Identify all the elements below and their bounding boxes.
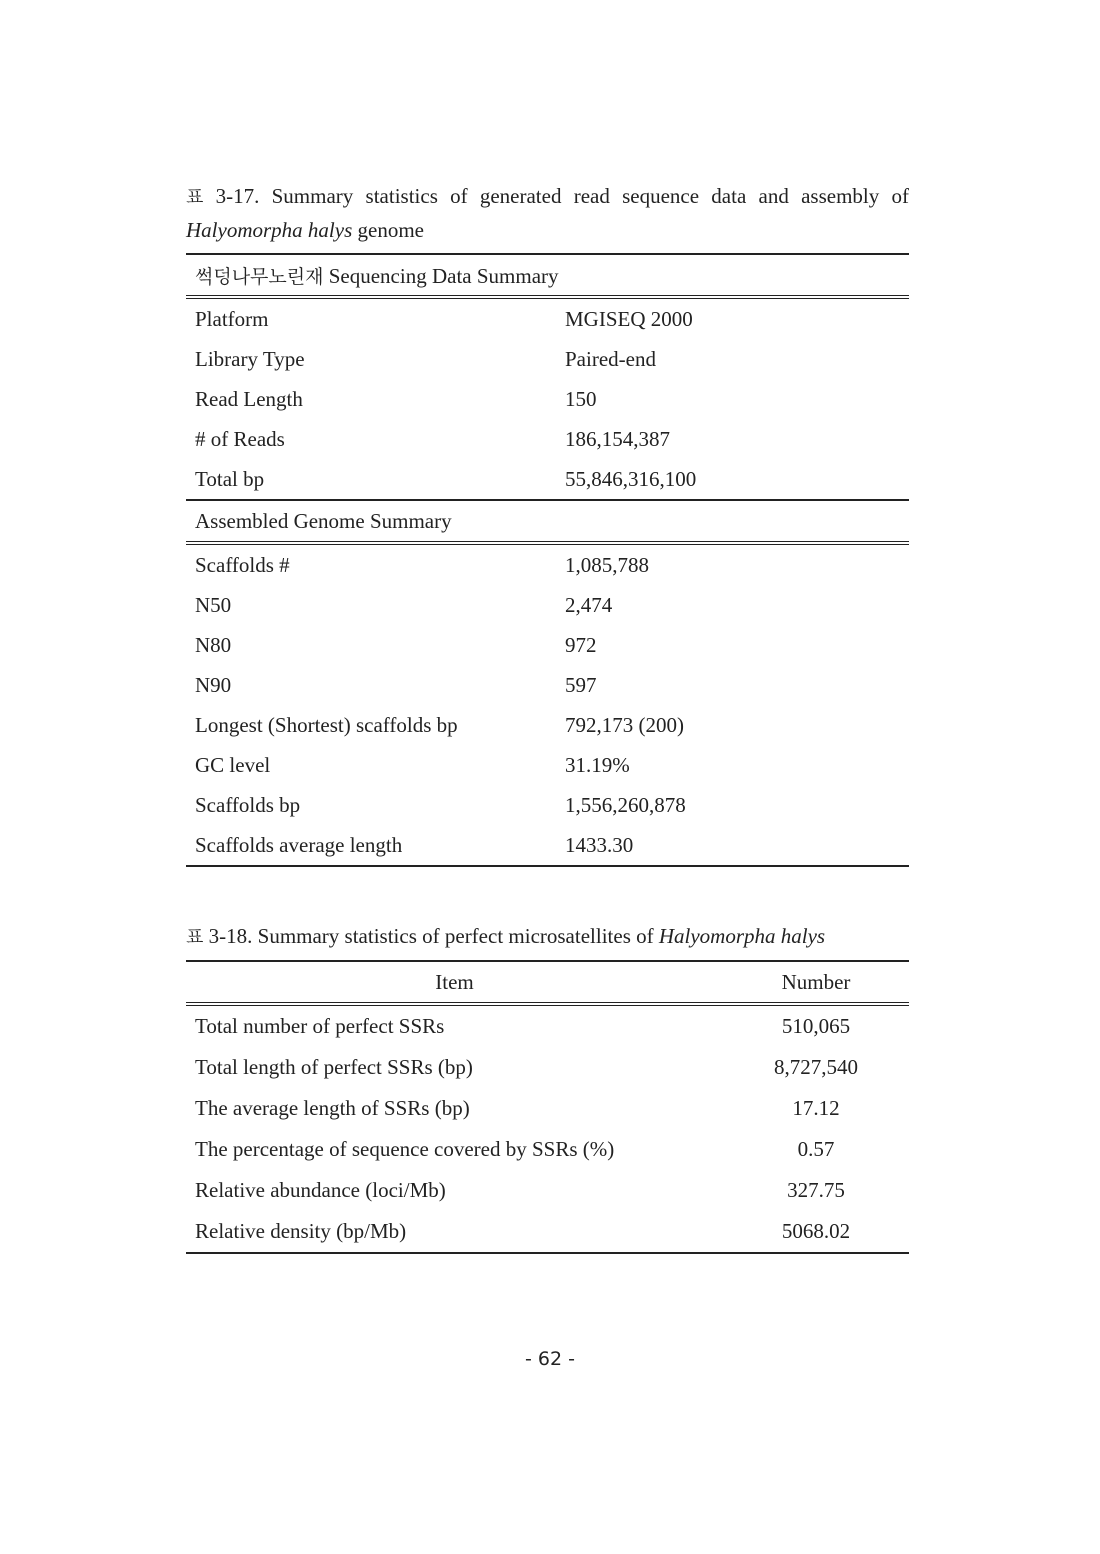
section-header-row	[186, 254, 909, 297]
row-label: # of Reads	[195, 426, 285, 451]
table-row	[186, 1211, 909, 1253]
row-value: 31.19%	[565, 752, 630, 777]
row-item: The average length of SSRs (bp)	[195, 1096, 470, 1120]
row-item: Total number of perfect SSRs	[195, 1014, 445, 1038]
row-number: 510,065	[781, 1014, 851, 1038]
row-item: Relative abundance (loci/Mb)	[195, 1178, 446, 1202]
species-name: Halyomorpha halys	[186, 218, 353, 242]
row-value: 792,173 (200)	[565, 712, 684, 737]
page-number: - 62 -	[525, 1348, 575, 1370]
row-item: Relative density (bp/Mb)	[186, 1211, 723, 1253]
row-label: N50	[195, 592, 232, 617]
caption-prefix: 표	[186, 187, 204, 208]
section-title-assembly: Assembled Genome Summary	[186, 500, 909, 543]
microsatellite-table	[186, 960, 909, 1254]
row-label: Longest (Shortest) scaffolds bp	[195, 712, 458, 737]
row-value: 55,846,316,100	[565, 466, 697, 491]
row-label: Read Length	[195, 386, 303, 411]
table-row	[186, 1129, 909, 1170]
column-header-item: Item	[186, 961, 723, 1004]
row-value: 1,085,788	[565, 552, 649, 577]
table-row	[186, 1088, 909, 1129]
species-name: Halyomorpha halys	[658, 924, 826, 948]
section-header-row	[186, 500, 909, 543]
sequencing-summary-table	[186, 253, 909, 867]
table-row	[186, 379, 909, 419]
table-row	[186, 543, 909, 585]
row-label: Library Type	[195, 346, 305, 371]
row-number: 5068.02	[723, 1211, 909, 1253]
table-row	[186, 625, 909, 665]
table-3-18-caption	[186, 920, 909, 954]
table-3-17-caption	[186, 180, 909, 247]
row-value: 1433.30	[548, 825, 909, 866]
row-label: N90	[195, 672, 232, 697]
row-value: 186,154,387	[565, 426, 670, 451]
section-title-sequencing: 썩덩나무노린재 Sequencing Data Summary	[186, 254, 909, 297]
row-value: MGISEQ 2000	[565, 306, 693, 331]
table-row	[186, 419, 909, 459]
table-row	[186, 339, 909, 379]
row-value: 597	[565, 672, 597, 697]
caption-text-end: genome	[352, 218, 424, 242]
table-row	[186, 745, 909, 785]
table-row	[186, 665, 909, 705]
table-row	[186, 825, 909, 866]
table-row	[186, 1004, 909, 1047]
row-number: 17.12	[792, 1096, 840, 1120]
table-row	[186, 1047, 909, 1088]
row-value: Paired-end	[565, 346, 656, 371]
row-label: GC level	[195, 752, 271, 777]
row-number: 0.57	[797, 1137, 835, 1161]
row-value: 972	[565, 632, 597, 657]
row-label: Scaffolds #	[195, 552, 290, 577]
row-label: Platform	[195, 306, 269, 331]
row-item: The percentage of sequence covered by SSRs (%)	[195, 1137, 615, 1161]
table-header-row	[186, 961, 909, 1004]
row-value: 1,556,260,878	[565, 792, 686, 817]
table-row	[186, 1170, 909, 1211]
row-value: 150	[565, 386, 597, 411]
table-row	[186, 585, 909, 625]
row-label: Scaffolds average length	[186, 825, 548, 866]
caption-text: 3-17. Summary statistics of generated read sequence data and assembly of	[203, 184, 909, 208]
caption-text: 3-18. Summary statistics of perfect microsatellites of	[203, 924, 659, 948]
row-label: Total bp	[195, 466, 265, 491]
row-number: 327.75	[787, 1178, 845, 1202]
table-row	[186, 785, 909, 825]
row-number: 8,727,540	[774, 1055, 858, 1079]
table-row	[186, 297, 909, 339]
column-header-number: Number	[723, 961, 909, 1004]
row-item: Total length of perfect SSRs (bp)	[195, 1055, 473, 1079]
row-value: 2,474	[565, 592, 613, 617]
row-label: N80	[195, 632, 232, 657]
row-label: Scaffolds bp	[195, 792, 301, 817]
table-row	[186, 705, 909, 745]
caption-prefix: 표	[186, 927, 204, 948]
table-row	[186, 459, 909, 500]
